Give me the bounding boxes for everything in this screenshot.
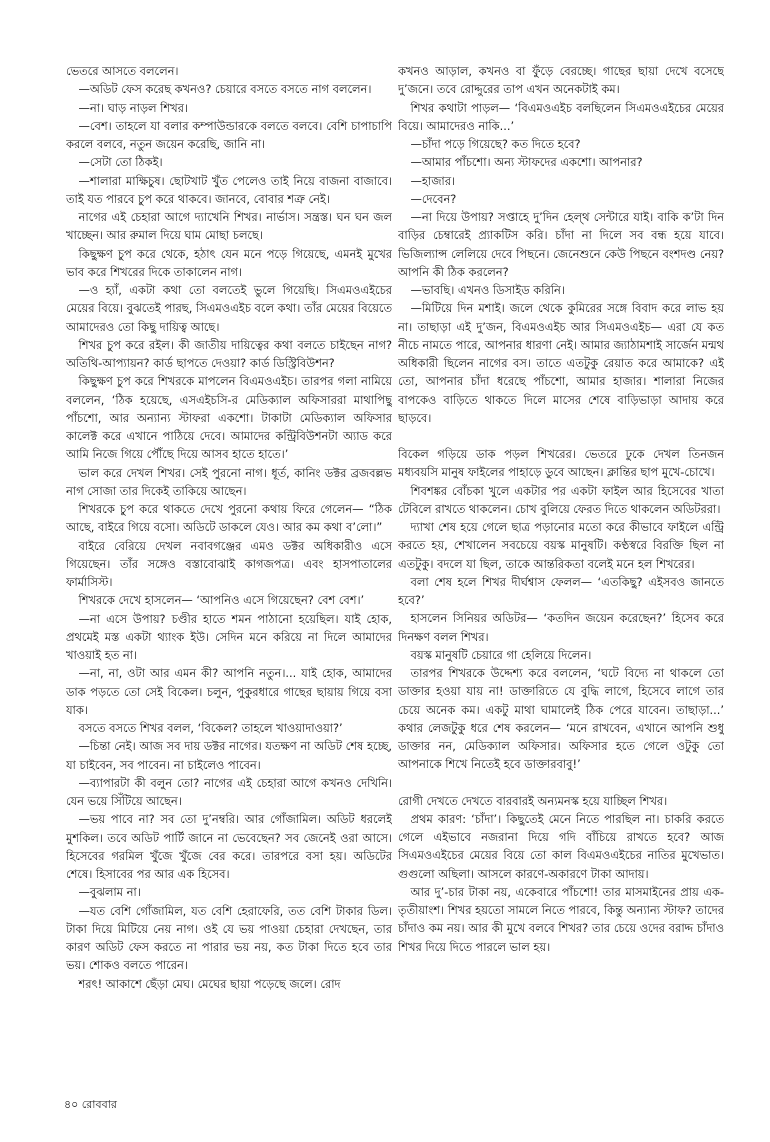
paragraph: —না, না, ওটা আর এমন কী? আপনি নতুন।... যাই হোক, আমাদের ডাক পড়তে তো সেই বিকেল। চলুন, পুকুরধারে গাছের ছায়ায় গিয়ে বসা যাক।	[66, 666, 392, 717]
paragraph: —অডিট ফেস করেছ কখনও? চেয়ারে বসতে বসতে নাগ বললেন।	[78, 82, 372, 97]
paragraph: —বুঝলাম না।	[78, 885, 141, 900]
paragraph: নাগের এই চেহারা আগে দ্যাখেনি শিখর। নার্ভাস। সন্ত্রস্ত। ঘন ঘন জল খাচ্ছেন। আর রুমাল দিয়ে ঘাম মোছা চলছে।	[66, 210, 392, 243]
paragraph: শিখরকে চুপ করে থাকতে দেখে পুরনো কথায় ফিরে গেলেন— “ঠিক আছে, বাইরে গিয়ে বসো। অডিটে ডাকলে যেও। আর কম কথা ব’লো।”	[66, 502, 392, 535]
magazine-name: রোববার	[81, 1098, 117, 1111]
paragraph: —না। ঘাড় নাড়ল শিখর।	[78, 100, 188, 115]
paragraph: —হাজার।	[410, 173, 456, 188]
paragraph: দ্যাখা শেষ হয়ে গেলে ছাত্র পড়ানোর মতো করে কীভাবে ফাইলে এন্ট্রি করতে হয়, শেখালেন সবচেয়ে বয়স্ক মানুষটি। কণ্ঠস্বরে বিরক্তি ছিল না এতটুকু। বদলে যা ছিল, তাকে আন্তরিকতা বলেই মনে হল শিখরের।	[398, 520, 724, 571]
paragraph: —মিটিয়ে দিন মশাই। জলে থেকে কুমিরের সঙ্গে বিবাদ করে লাভ হয় না। তাছাড়া এই দু’জন, বিএমওএইচ আর সিএমওএইচ— এরা যে কত নীচে নামতে পারে, আপনার ধারণা নেই। আমার জ্যাঠামশাই সার্জেন মন্মথ অধিকারী ছিলেন নাগের বস। তাতে এতটুকু রেয়াত করে আমাকে? এই তো, আপনার চাঁদা ধরেছে পাঁচশো, আমার হাজার। শালারা নিজের বাপকেও বাড়িতে থাকতে দিলে মাসের শেষে বাড়িভাড়া আদায় করে ছাড়বে।	[398, 301, 724, 425]
paragraph: বাইরে বেরিয়ে দেখল নবাবগঞ্জের এমও ডক্টর অধিকারীও এসে গিয়েছেন। তাঁর সঙ্গেও বস্তাবোঝাই কাগজপত্র। এবং হাসপাতালের ফার্মাসিস্ট।	[66, 538, 392, 589]
paragraph: তারপর শিখরকে উদ্দেশ্য করে বললেন, ‘ঘটে বিদ্যে না থাকলে তো ডাক্তার হওয়া যায় না! ডাক্তারিতে যে বুদ্ধি লাগে, হিসেবে লাগে তার চেয়ে অনেক কম। একটু মাথা ঘামালেই ঠিক পেরে যাবেন। তাছাড়া...’ কথার লেজটুকু ধরে শেষ করলেন— ‘মনে রাখবেন, এখানে আপনি শুধু ডাক্তার নন, মেডিক্যাল অফিসার। অফিসার হতে গেলে ওটুকু তো আপনাকে শিখে নিতেই হবে ডাক্তারবাবু!’	[398, 666, 724, 772]
paragraph: শিখরকে দেখে হাসলেন— ‘আপনিও এসে গিয়েছেন? বেশ বেশ।’	[78, 593, 365, 608]
paragraph: —শালারা মাক্ষিচুষ। ছোটখাট খুঁত পেলেও তাই নিয়ে বাজনা বাজাবে। তাই যত পারবে চুপ করে থাকবে। জানবে, বোবার শত্রু নেই।	[66, 173, 392, 206]
paragraph: বসতে বসতে শিখর বলল, ‘বিকেল? তাহলে খাওয়াদাওয়া?’	[78, 721, 343, 735]
right-column	[398, 62, 724, 1094]
page-number: ৪০	[64, 1098, 79, 1111]
paragraph: ভাল করে দেখল শিখর। সেই পুরনো নাগ। ধূর্ত, কানিং ডক্টর ব্রজবল্লভ নাগ সোজা তার দিকেই তাকিয়ে আছেন।	[66, 465, 392, 498]
paragraph: কিছুক্ষণ চুপ করে শিখরকে মাপলেন বিএমওএইচ। তারপর গলা নামিয়ে বললেন, ‘ঠিক হয়েছে, এসএইচসি-র মেডিক্যাল অফিসাররা মাথাপিছু পাঁচশো, আর অন্যান্য স্টাফরা একশো। টাকাটা মেডিক্যাল অফিসার কালেক্ট করে এখানে পাঠিয়ে দেবে। আমাদের কন্ট্রিবিউশনটা অ্যাড করে আমি নিজে গিয়ে পৌঁছে দিয়ে আসব হাতে হাতে।’	[66, 374, 392, 462]
paragraph: —ভাবছি। এখনও ডিসাইড করিনি।	[410, 283, 565, 297]
paragraph: বয়স্ক মানুষটি চেয়ারে গা হেলিয়ে দিলেন।	[410, 647, 592, 662]
page-footer	[64, 1096, 117, 1115]
paragraph: কিছুক্ষণ চুপ করে থেকে, হঠাৎ যেন মনে পড়ে গিয়েছে, এমনই মুখের ভাব করে শিখরের দিকে তাকালেন নাগ।	[66, 246, 392, 279]
paragraph: —না এসে উপায়? চণ্ডীর হাতে শমন পাঠানো হয়েছিল। যাই হোক, প্রথমেই মস্ত একটা থ্যাংক ইউ। সেদিন মনে করিয়ে না দিলে আমাদের খাওয়াই হত না।	[66, 611, 392, 662]
paragraph: —আমার পাঁচশো। অন্য স্টাফদের একশো। আপনার?	[410, 155, 643, 170]
paragraph: —সেটা তো ঠিকই।	[78, 155, 163, 170]
paragraph: —চিন্তা নেই। আজ সব দায় ডক্টর নাগের। যতক্ষণ না অডিট শেষ হচ্ছে, যা চাইবেন, সব পাবেন। না চাইলেও পাবেন।	[66, 739, 392, 772]
paragraph: আর দু’-চার টাকা নয়, একেবারে পাঁচশো! তার মাসমাইনের প্রায় এক-তৃতীয়াংশ। শিখর হয়তো সামলে নিতে পারবে, কিন্তু অন্যান্য স্টাফ? তাদের চাঁদাও কম নয়। আর কী মুখে বলবে শিখর? তার চেয়ে ওদের বরাদ্দ চাঁদাও শিখর দিয়ে দিতে পারলে ভাল হয়।	[398, 884, 724, 954]
paragraph: শিবশঙ্কর বোঁচকা খুলে একটার পর একটা ফাইল আর হিসেবের খাতা টেবিলে রাখতে থাকলেন। চোখ বুলিয়ে ফেরত দিতে থাকলেন অডিটররা।	[398, 483, 724, 516]
paragraph: —চাঁদা পড়ে গিয়েছে? কত দিতে হবে?	[410, 137, 581, 151]
paragraph: কখনও আড়াল, কখনও বা ফুঁড়ে বেরচ্ছে। গাছের ছায়া দেখে বসেছে দু’জনে। তবে রোদ্দুরের তাপ এখন অনেকটাই কম।	[398, 64, 724, 97]
paragraph: শিখর চুপ করে রইল। কী জাতীয় দায়িত্বের কথা বলতে চাইছেন নাগ? অতিথি-আপ্যায়ন? কার্ড ছাপতে দেওয়া? কার্ড ডিস্ট্রিবিউশন?	[66, 337, 392, 370]
paragraph: বলা শেষ হলে শিখর দীর্ঘশ্বাস ফেলল— ‘এতকিছু? এইসবও জানতে হবে?’	[398, 574, 724, 607]
paragraph: —বেশ। তাহলে যা বলার কম্পাউন্ডারকে বলতে বলবে। বেশি চাপাচাপি করলে বলবে, নতুন জয়েন করেছি, জানি না।	[66, 118, 392, 151]
paragraph: —না দিয়ে উপায়? সপ্তাহে দু’দিন হেল্থ সেন্টারে যাই। বাকি ক’টা দিন বাড়ির চেম্বারেই প্র্যাকটিস করি। চাঁদা না দিলে সব বন্ধ হয়ে যাবে। ভিজিল্যান্স লেলিয়ে দেবে পিছনে। জেনেশুনে কেউ পিছনে বংশদণ্ড নেয়? আপনি কী ঠিক করলেন?	[398, 210, 724, 279]
paragraph: প্রথম কারণ: ‘চাঁদা’। কিছুতেই মেনে নিতে পারছিল না। চাকরি করতে গেলে এইভাবে নজরানা দিয়ে গদি বাঁচিয়ে রাখতে হবে? আজ সিএমওএইচের মেয়ের বিয়ে তো কাল বিএমওএইচের নাতির মুখেভাত। গুগুলো অছিলা। আসলে কারণে-অকারণে টাকা আদায়।	[398, 811, 724, 881]
paragraph: শিখর কথাটা পাড়ল— ‘বিএমওএইচ বলছিলেন সিএমওএইচের মেয়ের বিয়ে। আমাদেরও নাকি...’	[398, 100, 724, 133]
paragraph: শরৎ! আকাশে ছেঁড়া মেঘ। মেঘের ছায়া পড়েছে জলে। রোদ	[78, 976, 341, 991]
paragraph: —দেবেন?	[410, 191, 457, 206]
paragraph: —যত বেশি গোঁজামিল, যত বেশি হেরাফেরি, তত বেশি টাকার ডিল। টাকা দিয়ে মিটিয়ে নেয় নাগ। ওই যে ভয় পাওয়া চেহারা দেখছেন, তার কারণ অডিট ফেস করতে না পারার ভয় নয়, কত টাকা দিতে হবে তার ভয়। শোকও বলতে পারেন।	[66, 903, 392, 973]
paragraph: —ভয় পাবে না? সব তো দু’নম্বরি। আর গোঁজামিল। অডিট ধরলেই মুশকিল। তবে অডিট পার্টি জানে না ভেবেছেন? সব জেনেই ওরা আসে। হিসেবের গরমিল খুঁজে খুঁজে বের করে। তারপরে বসা হয়। অডিটের শেষে। হিসাবের পর আর এক হিসেব।	[66, 812, 392, 881]
left-column	[66, 62, 392, 1094]
paragraph: হাসলেন সিনিয়র অডিটর— ‘কতদিন জয়েন করেছেন?’ হিসেব করে দিনক্ষণ বলল শিখর।	[398, 611, 724, 644]
paragraph: —ও হ্যাঁ, একটা কথা তো বলতেই ভুলে গিয়েছি। সিএমওএইচের মেয়ের বিয়ে। বুঝতেই পারছ, সিএমওএইচ বলে কথা। তাঁর মেয়ের বিয়েতে আমাদেরও তো কিছু দায়িত্ব আছে।	[66, 283, 392, 334]
paragraph: —ব্যাপারটা কী বলুন তো? নাগের এই চেহারা আগে কখনও দেখিনি। যেন ভয়ে সিঁটিয়ে আছেন।	[66, 775, 392, 808]
paragraph: ভেতরে আসতে বললেন।	[66, 64, 179, 78]
paragraph: বিকেল গড়িয়ে ডাক পড়ল শিখরের। ভেতরে ঢুকে দেখল তিনজন মধ্যবয়সি মানুষ ফাইলের পাহাড়ে ডুবে আছেন। ক্লান্তির ছাপ মুখে-চোখে।	[398, 447, 724, 480]
paragraph: রোগী দেখতে দেখতে বারবারই অন্যমনস্ক হয়ে যাচ্ছিল শিখর।	[398, 793, 668, 808]
